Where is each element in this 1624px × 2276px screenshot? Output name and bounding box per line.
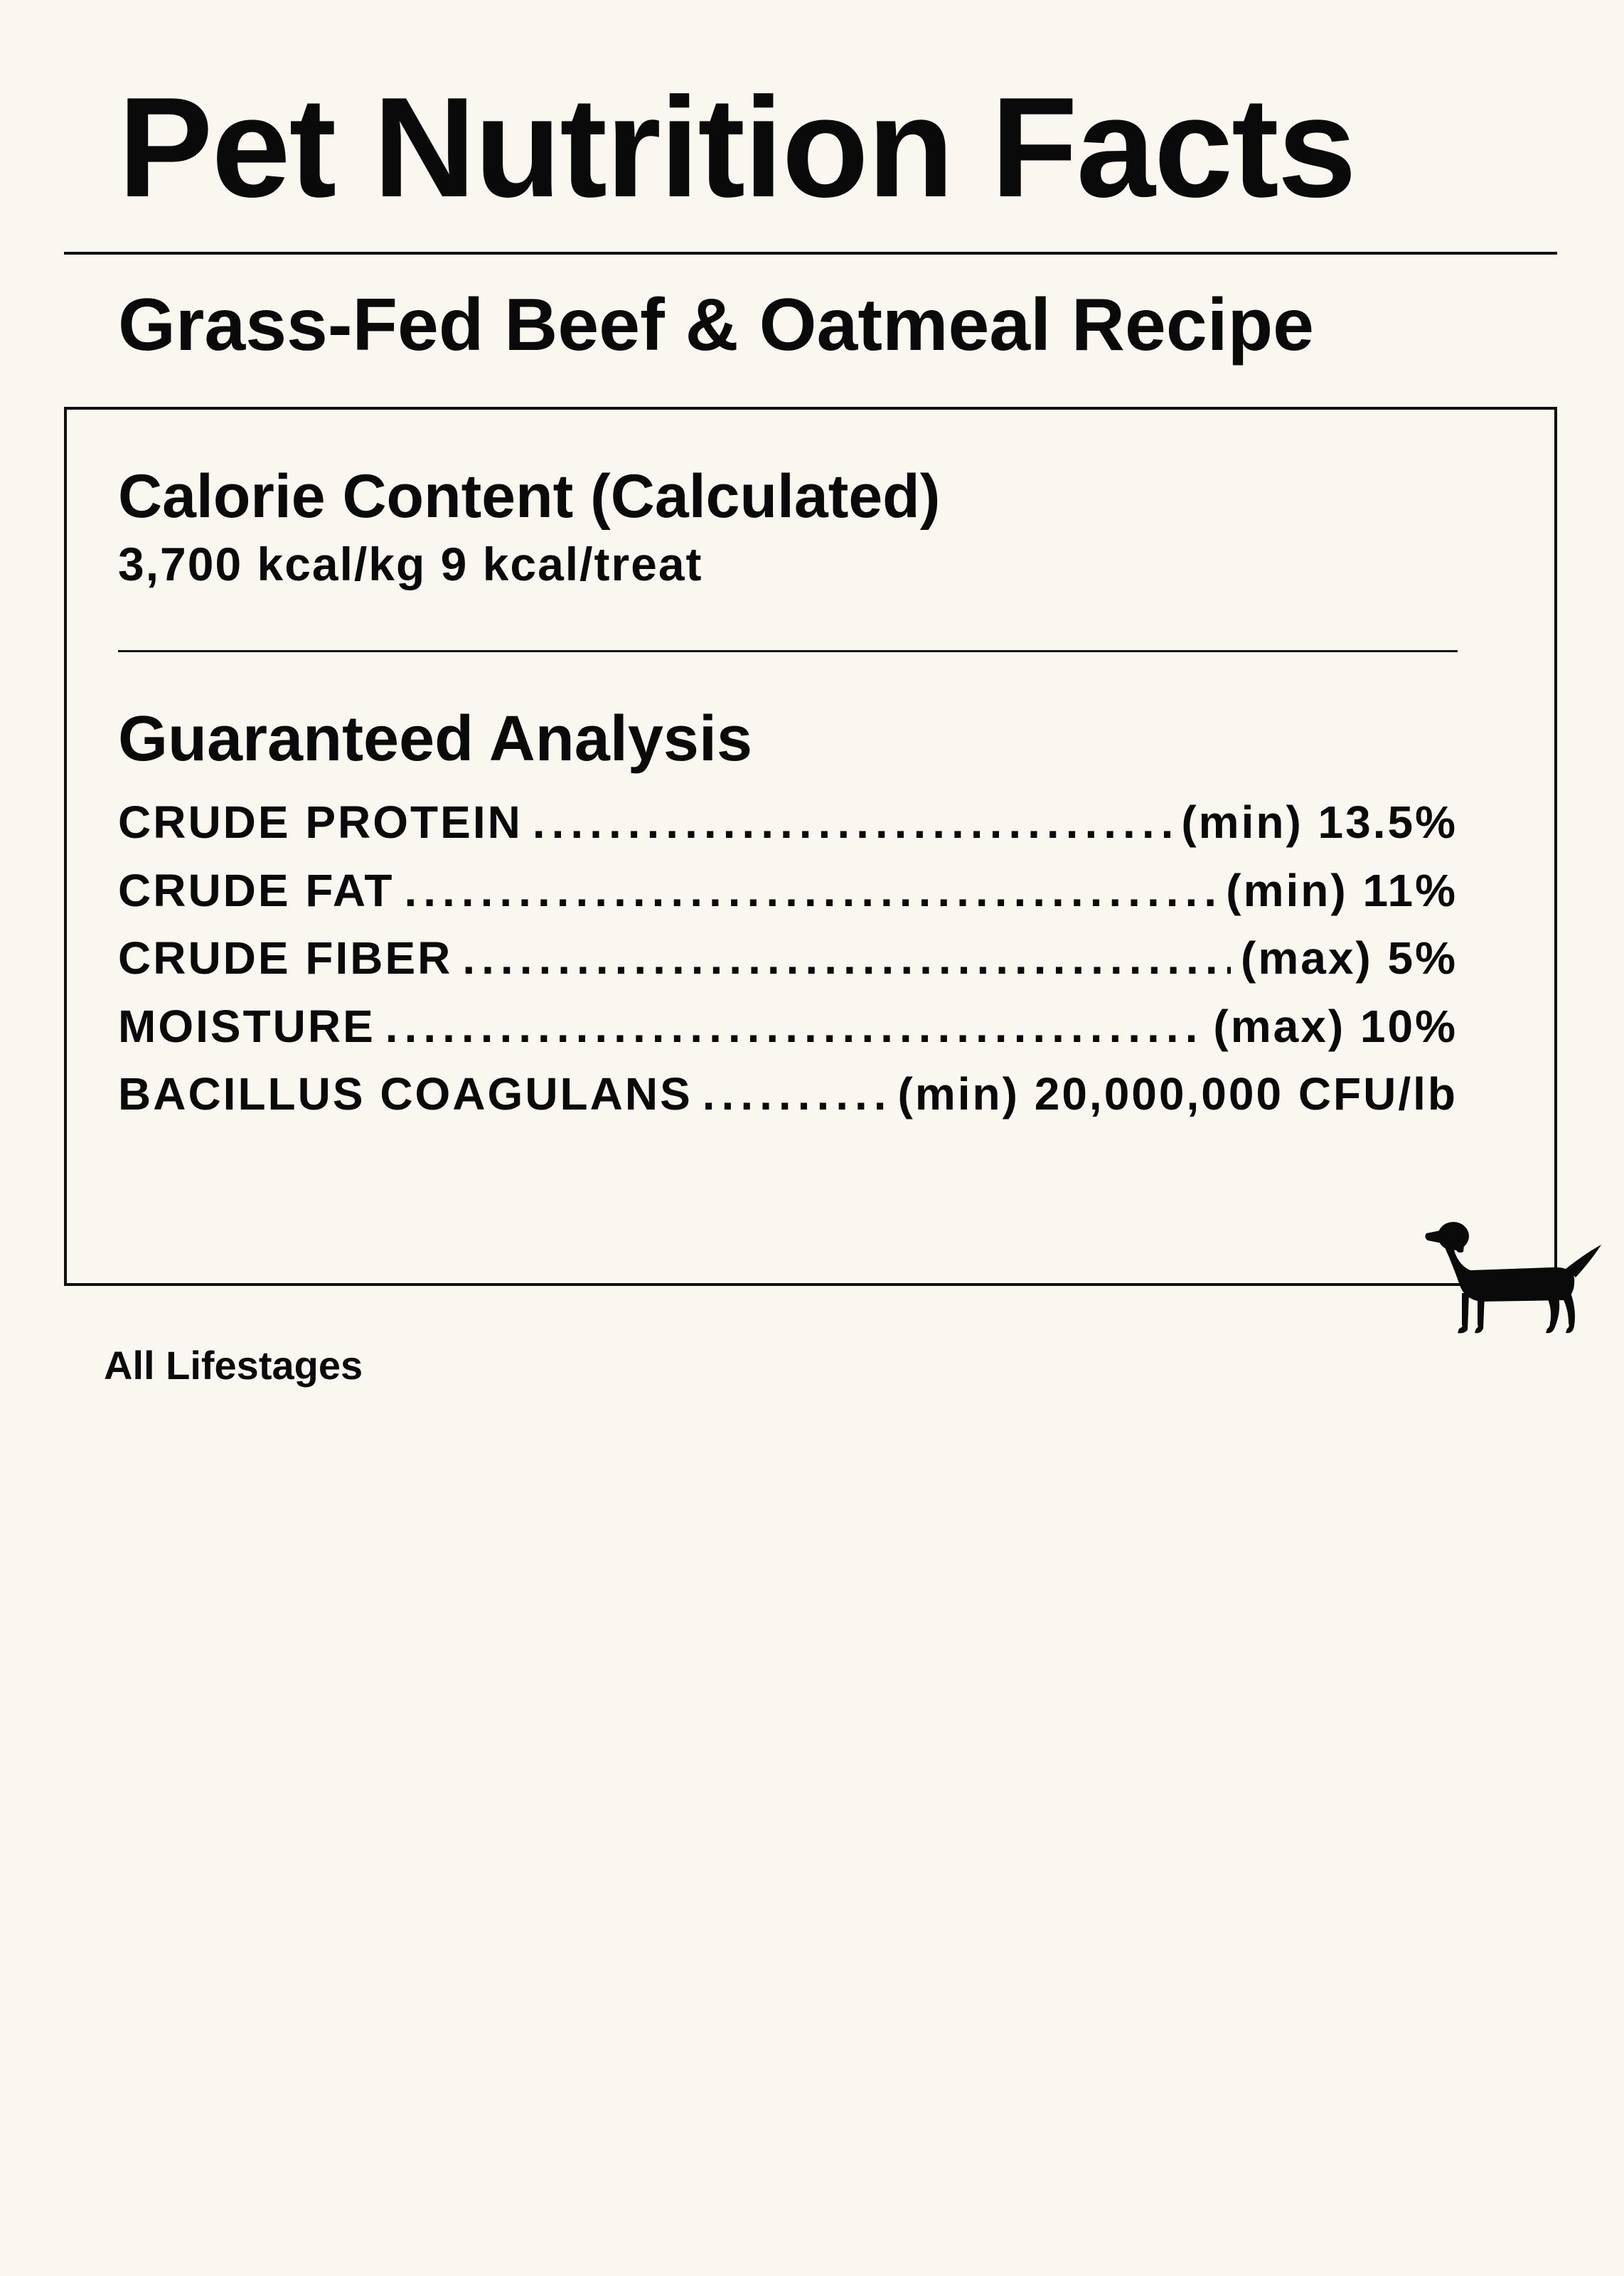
dot-leader [462,935,1231,981]
lifestage-label: All Lifestages [104,1343,363,1388]
analysis-row-crude-fiber [118,935,1458,1004]
analysis-name: MOISTURE [118,1003,375,1052]
analysis-row-bacillus-coagulans [118,1071,1458,1139]
calorie-heading: Calorie Content (Calculated) [118,462,941,531]
dot-leader [703,1071,888,1117]
analysis-heading: Guaranteed Analysis [118,703,753,775]
analysis-value: (max) 10% [1213,1003,1458,1052]
calorie-value: 3,700 kcal/kg 9 kcal/treat [118,538,703,590]
section-divider [118,650,1458,652]
dog-icon [1423,1209,1601,1337]
analysis-list [118,799,1458,1139]
analysis-value: (max) 5% [1241,935,1458,984]
analysis-value: (min) 11% [1226,867,1458,916]
analysis-row-crude-protein [118,799,1458,868]
analysis-value: (min) 20,000,000 CFU/lb [897,1071,1458,1120]
dot-leader [533,799,1172,845]
analysis-name: CRUDE FIBER [118,935,453,984]
recipe-name: Grass-Fed Beef & Oatmeal Recipe [118,284,1314,366]
dot-leader [404,868,1216,913]
analysis-name: CRUDE PROTEIN [118,799,523,848]
analysis-row-moisture [118,1004,1458,1072]
analysis-name: CRUDE FAT [118,867,395,916]
dot-leader [385,1004,1204,1049]
analysis-name: BACILLUS COAGULANS [118,1071,693,1120]
page-title: Pet Nutrition Facts [118,68,1355,227]
title-divider [64,252,1557,255]
analysis-value: (min) 13.5% [1181,799,1458,848]
analysis-row-crude-fat [118,868,1458,936]
